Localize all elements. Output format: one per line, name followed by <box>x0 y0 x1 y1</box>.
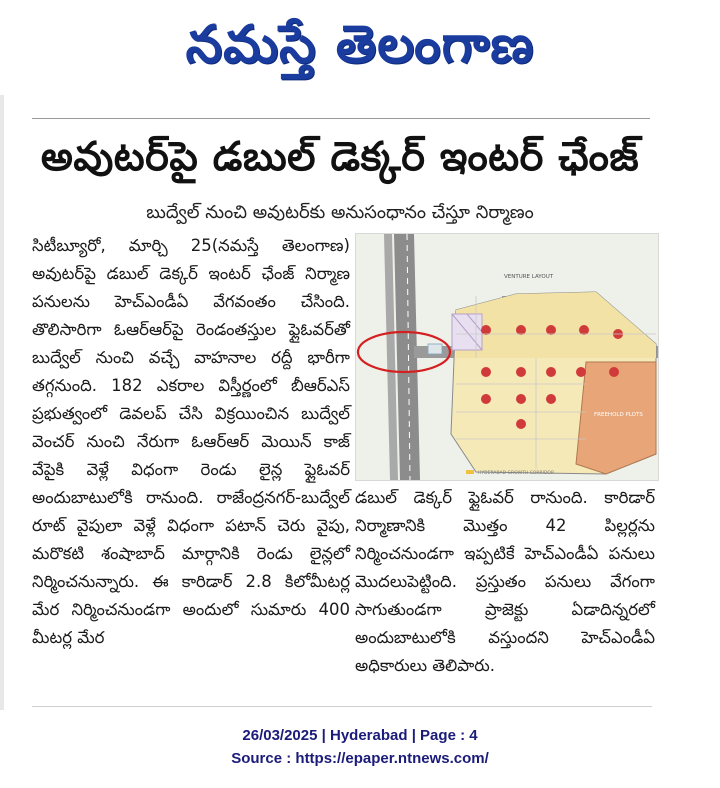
top-divider <box>32 118 650 119</box>
edition-info: 26/03/2025 | Hyderabad | Page : 4 <box>242 727 478 744</box>
newspaper-logo: నమస్తే తెలంగాణ <box>185 15 535 75</box>
clipping-edge <box>0 95 4 710</box>
map-label-venture: VENTURE LAYOUT <box>504 274 554 280</box>
site-map-image <box>355 233 659 481</box>
article-body-right: డబుల్ డెక్కర్ ఫ్లైఓవర్ రానుంది. కారిడార్ నిర్మాణానికి మొత్తం 42 పిల్లర్లను నిర్మించనుండగా ఇప్పటికే హెచ్ఎండీఏ పనులు మొదలుపెట్టింది. ప్రస్తుతం పనులు వేగంగా సాగుతుండగా ప్రాజెక్టు ఏడాదిన్నరలో అందుబాటులోకి వస్తుందని హెచ్ఎండీఏ అధికారులు తెలిపారు. <box>355 488 655 675</box>
map-label-freehold: FREEHOLD PLOTS <box>594 412 643 418</box>
bottom-divider <box>32 706 652 707</box>
article-subheadline: బుద్వేల్ నుంచి అవుటర్‌కు అనుసంధానం చేస్తూ నిర్మాణం <box>146 202 534 223</box>
source-info: Source : https://epaper.ntnews.com/ <box>231 750 489 767</box>
layout-plan-graphic <box>356 234 658 480</box>
masthead <box>0 6 720 84</box>
article-headline: అవుటర్‌పై డబుల్ డెక్కర్ ఇంటర్ ఛేంజ్ <box>40 134 640 180</box>
map-legend: HYDERABAD GROWTH CORRIDOR <box>478 471 555 476</box>
article-body-left: సిటీబ్యూరో, మార్చి 25(నమస్తే తెలంగాణ) అవుటర్‌పై డబుల్ డెక్కర్ ఇంటర్ ఛేంజ్ నిర్మాణ పనులను హెచ్ఎండీఏ వేగవంతం చేసింది. తొలిసారిగా ఓఆర్ఆర్‌పై రెండంతస్తుల ఫ్లైఓవర్‌తో బుద్వేల్ నుంచి వచ్చే వాహనాల రద్దీ భారీగా తగ్గనుంది. 182 ఎకరాల విస్తీర్ణంలో బీఆర్ఎస్ ప్రభుత్వంలో డెవలప్ చేసి విక్రయించిన బుద్వేల్ వెంచర్ నుంచి నేరుగా ఓఆర్ఆర్ మెయిన్ కాజ్ వేపైకి వెళ్లే విధంగా రెండు లైన్ల ఫ్లైఓవర్ అందుబాటులోకి రానుంది. రాజేంద్రనగర్-బుద్వేల్ రూట్ వైపులా వెళ్లే విధంగా పటాన్ చెరు వైపు, మరొకటి శంషాబాద్ మార్గానికి రెండు లైన్లలో నిర్మించనున్నారు. ఈ కారిడార్ 2.8 కిలోమీటర్ల మేర నిర్మించనుండగా అందులో సుమారు 400 మీటర్ల మేర <box>32 236 350 647</box>
